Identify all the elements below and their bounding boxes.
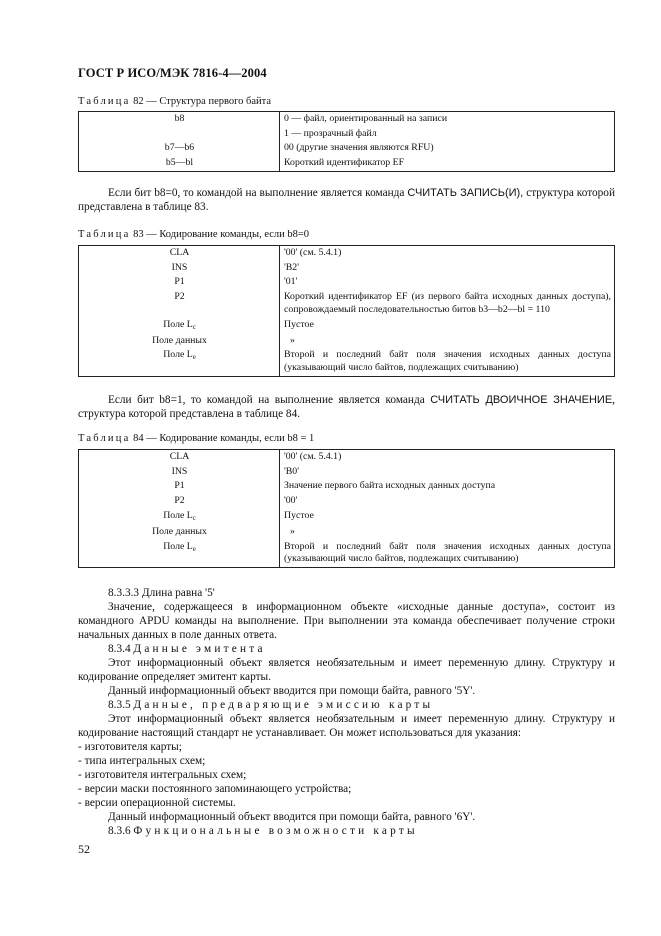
table-cell-key: INS — [79, 261, 280, 276]
section-paragraph — [78, 600, 615, 642]
table-row — [79, 494, 615, 509]
field-label: Поле L — [163, 509, 193, 521]
section-heading — [78, 824, 615, 838]
command-name: СЧИТАТЬ ДВОИЧНОЕ ЗНАЧЕНИЕ — [430, 394, 613, 406]
table-84 — [78, 449, 615, 568]
table-word: Таблица — [78, 433, 131, 444]
table-cell-key: P1 — [79, 479, 280, 494]
field-subscript: c — [192, 323, 196, 331]
table-cell-value: Второй и последний байт поля значения исходных данных доступа (указывающий число байтов, подлежащих считыванию) — [280, 540, 615, 568]
section-title: Функциональные возможности карты — [133, 825, 418, 837]
section-paragraph — [78, 656, 615, 684]
table-cell-key — [79, 509, 280, 525]
document-header: ГОСТ Р ИСО/МЭК 7816-4—2004 — [78, 66, 267, 80]
page-number: 52 — [78, 842, 90, 856]
table-cell-key: b7—b6 — [79, 141, 280, 156]
paragraph-text: Этот информационный объект является необязательным и имеет переменную длину. Структуру и кодирование определяет эмитент карты. — [78, 657, 615, 683]
section-heading: 8.3.3.3 Длина равна '5' — [108, 587, 215, 599]
table-row — [79, 290, 615, 317]
field-subscript: e — [192, 354, 196, 362]
table-row — [79, 479, 615, 494]
table-82 — [78, 111, 615, 172]
table-row — [79, 509, 615, 525]
table-word: Таблица — [78, 96, 131, 107]
table-row — [79, 540, 615, 568]
table-cell-key: Поле данных — [79, 525, 280, 540]
table-84-caption — [78, 433, 314, 444]
table-cell-key: CLA — [79, 246, 280, 261]
table-cell-key: b8 — [79, 112, 280, 127]
table-83-title: 83 — Кодирование команды, если b8=0 — [133, 229, 310, 240]
table-row — [79, 275, 615, 290]
table-82-title: 82 — Структура первого байта — [133, 96, 272, 107]
paragraph-text: Если бит b8=0, то командой на выполнение является команда — [108, 187, 408, 199]
list-item: - типа интегральных схем; — [78, 755, 206, 767]
paragraph-text: Значение, содержащееся в информационном объекте «исходные данные доступа», состоит из командного APDU команды на выполнение. При выполнении эта команда обеспечивает получение строки начальных данных в поле данных ответа. — [78, 601, 615, 641]
table-cell-key: P1 — [79, 275, 280, 290]
table-cell-value: 0 — файл, ориентированный на записи — [280, 112, 615, 127]
list-item: - версии операционной системы. — [78, 797, 236, 809]
paragraph-b8-1 — [78, 393, 615, 421]
table-row — [79, 334, 615, 349]
command-name: СЧИТАТЬ ЗАПИСЬ(И), — [407, 187, 524, 199]
paragraph-text: Этот информационный объект является необязательным и имеет переменную длину. Структуру и кодирование настоящий стандарт не устанавливает. Он может использоваться для указания: — [78, 713, 615, 739]
table-row — [79, 450, 615, 465]
field-label: Поле L — [163, 318, 193, 330]
table-row — [79, 525, 615, 540]
section-paragraph: Данный информационный объект вводится при помощи байта, равного '5Y'. — [108, 685, 476, 697]
table-row — [79, 156, 615, 171]
table-row — [79, 261, 615, 276]
table-cell-key: P2 — [79, 290, 280, 317]
list-item: - изготовителя карты; — [78, 741, 182, 753]
table-cell-key: P2 — [79, 494, 280, 509]
table-word: Таблица — [78, 229, 131, 240]
table-cell-value: Второй и последний байт поля значения исходных данных доступа (указывающий число байтов, подлежащих считыванию) — [280, 348, 615, 376]
table-83 — [78, 245, 615, 377]
section-heading — [78, 642, 615, 656]
field-label: Поле L — [163, 349, 193, 361]
paragraph-text: структура которой представлена в таблице 83. — [78, 187, 615, 213]
table-cell-value: '00' (см. 5.4.1) — [280, 246, 615, 261]
table-cell-value: Значение первого байта исходных данных доступа — [280, 479, 615, 494]
table-cell-value: '01' — [280, 275, 615, 290]
table-cell-key — [79, 540, 280, 568]
list-item: - версии маски постоянного запоминающего устройства; — [78, 783, 352, 795]
table-cell-value: Пустое — [280, 318, 615, 334]
section-number: 8.3.4 — [108, 643, 131, 655]
table-cell-key: Поле данных — [79, 334, 280, 349]
list-item: - изготовителя интегральных схем; — [78, 769, 247, 781]
table-row — [79, 127, 615, 142]
table-cell-key: CLA — [79, 450, 280, 465]
table-cell-value: 1 — прозрачный файл — [280, 127, 615, 142]
table-row — [79, 141, 615, 156]
table-row — [79, 318, 615, 334]
table-cell-key: INS — [79, 465, 280, 480]
table-84-title: 84 — Кодирование команды, если b8 = 1 — [133, 433, 315, 444]
table-cell-key — [79, 127, 280, 142]
table-cell-key: b5—bl — [79, 156, 280, 171]
table-cell-key — [79, 348, 280, 376]
section-number: 8.3.5 — [108, 699, 131, 711]
section-paragraph — [78, 712, 615, 740]
table-row — [79, 112, 615, 127]
table-cell-value: '00' — [280, 494, 615, 509]
table-row — [79, 348, 615, 376]
table-cell-value: » — [280, 334, 615, 349]
table-83-caption — [78, 229, 309, 240]
field-subscript: c — [192, 514, 196, 522]
field-subscript: e — [192, 545, 196, 553]
section-title: Данные, предваряющие эмиссию карты — [133, 699, 434, 711]
paragraph-text: , структура которой представлена в таблице 84. — [78, 394, 615, 420]
table-cell-value: Короткий идентификатор EF — [280, 156, 615, 171]
table-cell-value: '00' (см. 5.4.1) — [280, 450, 615, 465]
paragraph-text: Если бит b8=1, то командой на выполнение является команда — [108, 394, 431, 406]
table-cell-value: Короткий идентификатор EF (из первого байта исходных данных доступа), сопровождаемый последовательностью битов b3—b2—bl = 110 — [280, 290, 615, 317]
table-cell-value: 'B2' — [280, 261, 615, 276]
paragraph-b8-0 — [78, 186, 615, 214]
section-heading — [78, 698, 615, 712]
table-cell-value: 'B0' — [280, 465, 615, 480]
table-82-caption — [78, 96, 271, 107]
section-title: Данные эмитента — [133, 643, 266, 655]
section-paragraph: Данный информационный объект вводится при помощи байта, равного '6Y'. — [108, 811, 476, 823]
table-cell-value: 00 (другие значения являются RFU) — [280, 141, 615, 156]
table-row — [79, 246, 615, 261]
section-number: 8.3.6 — [108, 825, 131, 837]
table-cell-value: Пустое — [280, 509, 615, 525]
table-row — [79, 465, 615, 480]
field-label: Поле L — [163, 540, 193, 552]
table-cell-key — [79, 318, 280, 334]
table-cell-value: » — [280, 525, 615, 540]
